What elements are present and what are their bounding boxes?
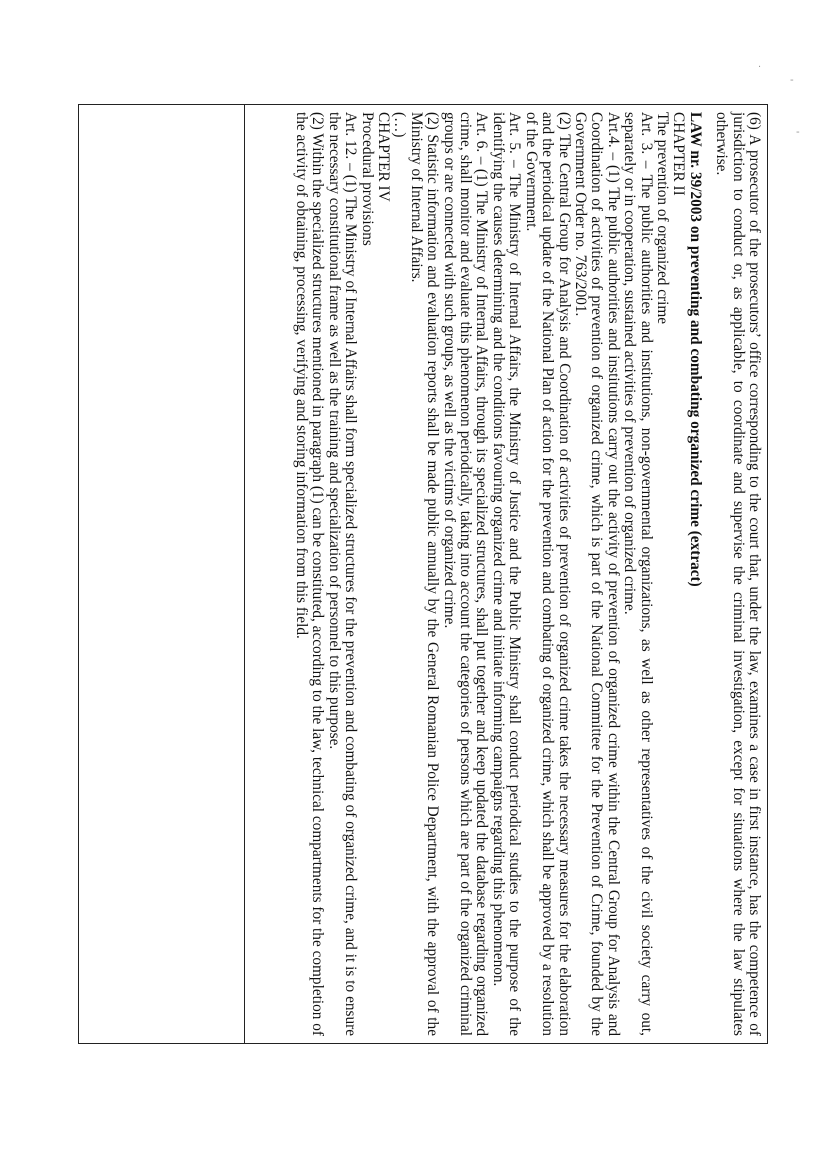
law-paragraph: Art. 6. – (1) The Ministry of Internal Affairs, through its specialized structures, shall put together and keep updated the database regarding organized crime, shall monitor and evaluate this phenomenon periodically, taking into account the categories of persons which are part of the organized criminal groups or are connected with such groups, as well as the victims of organized crime. [440, 112, 491, 1036]
law-paragraph: (2) Within the specialized structures mentioned in paragraph (1) can be constituted, according to the law, technical compartments for the completion of the activity of obtaining, processing, verifying and storing information from this field. [293, 112, 327, 1036]
law-paragraph: (2) The Central Group for Analysis and Coordination of activities of prevention of organized crime takes the necessary measures for the elaboration and the periodical update of the National Plan of action for the prevention and combating of organized crime, which shall be approved by a resolution of the Government. [522, 112, 573, 1036]
law-paragraph: CHAPTER IV [375, 112, 393, 202]
spacer [703, 112, 713, 1036]
law-paragraph: Art. 3. – The public authorities and institutions, non-governmental organizations, as well as other representatives of the civil society carry out, separately or in cooperation, sustained activities of prevention of organized crime. [621, 112, 655, 1036]
intro-paragraph: (6) A prosecutor of the prosecutors’ office corresponding to the court that, under the law, examines a case in first instance, has the competence of jurisdiction to conduct or, as applicable, to coordinate and supervise the criminal investigation, except for situations where the law stipulates otherwise. [713, 112, 763, 1036]
law-paragraph: (2) Statistic information and evaluation reports shall be made public annually by the General Romanian Police Department, with the approval of the Ministry of Internal Affairs. [407, 112, 442, 1036]
corner-mark: . [758, 58, 762, 70]
corner-mark: - [790, 74, 794, 86]
law-paragraph: Procedural provisions [358, 112, 376, 246]
law-paragraph: Art.4. – (1) The public authorities and institutions carry out the activity of prevention of organized crime within the Central Group for Analysis and Coordination of activities of prevention of organized crime, which is part of the National Committee for the Prevention of Crime, founded by the Government Order no. 763/2001. [571, 112, 622, 1036]
law-paragraph: Art. 5. – The Ministry of Internal Affairs, the Ministry of Justice and the Public Ministry shall conduct periodical studies to the purpose of the identifying the causes determining and the conditions favouring organized crime and initiate informing campaigns regarding this phenomenon. [489, 112, 524, 1036]
law-title: LAW nr. 39/2003 on preventing and combating organized crime (extract) [686, 112, 704, 587]
law-paragraph: (…) [391, 112, 409, 138]
law-text [293, 112, 762, 1036]
law-paragraph: The prevention of organized crime [653, 112, 671, 325]
rotated-text-cell [78, 104, 768, 1044]
law-paragraph: Art. 12. – (1) The Ministry of Internal Affairs shall form specialized structures for the prevention and combating of organized crime, and it is to ensure the necessary constitutional frame as well as the training and specialization of personnel to this purpose. [325, 112, 360, 1036]
law-paragraph: CHAPTER II [670, 112, 688, 196]
corner-mark: - [796, 126, 800, 138]
